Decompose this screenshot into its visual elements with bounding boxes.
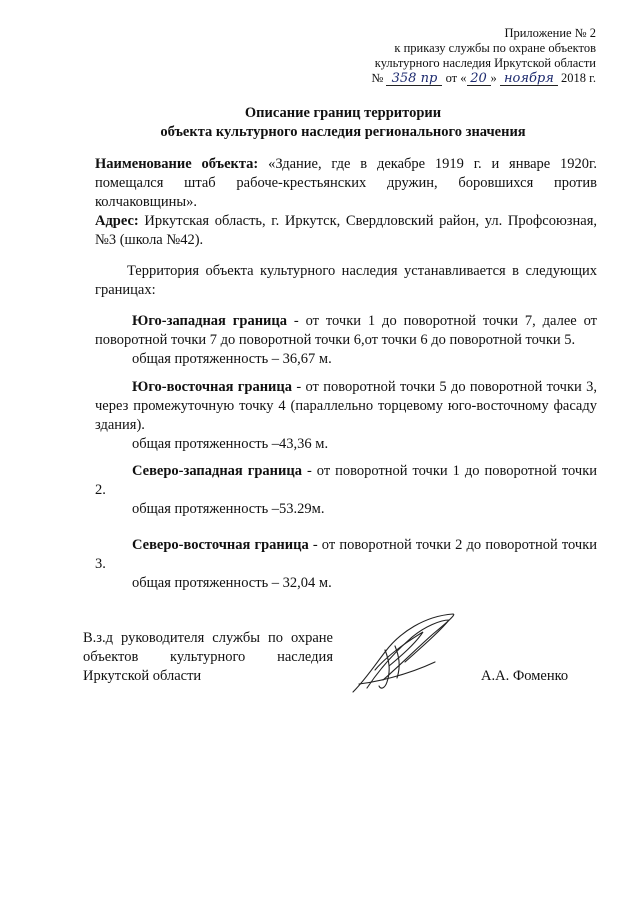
border-text: - от поворотной точки 1 до поворотной точки 2. (95, 463, 597, 498)
from-word: от « (445, 71, 467, 85)
address-paragraph (95, 212, 597, 250)
title-line-2: объекта культурного наследия регионального значения (160, 124, 526, 140)
month-field (500, 72, 558, 86)
appendix-order-line: к приказу службы по охране объектов (394, 41, 596, 55)
document-title (95, 104, 591, 142)
order-year: 2018 г. (561, 71, 596, 85)
appendix-number-line (266, 71, 596, 86)
order-number-field (386, 72, 442, 86)
border-label: Северо-восточная граница (132, 537, 309, 553)
order-month: ноября (503, 71, 554, 86)
border-text: - от поворотной точки 5 до поворотной точки 3, через промежуточную точку 4 (параллельно торцевому юго-восточному фасаду здания). (95, 379, 597, 433)
border-length: общая протяженность – 36,67 м. (132, 351, 332, 367)
appendix-org-line: культурного наследия Иркутской области (374, 56, 596, 70)
address-value: Иркутская область, г. Иркутск, Свердловский район, ул. Профсоюзная, №3 (школа №42). (95, 213, 597, 248)
border-text: - от поворотной точки 2 до поворотной точки 3. (95, 537, 597, 572)
border-block-4 (95, 536, 597, 593)
appendix-header (266, 26, 596, 86)
handwritten-signature (345, 610, 465, 700)
border-text: - от точки 1 до поворотной точки 7, далее от поворотной точки 7 до поворотной точки 6,от точки 6 до поворотной точки 5. (95, 313, 597, 348)
day-field (467, 72, 491, 86)
border-label: Юго-западная граница (132, 313, 288, 329)
border-length: общая протяженность – 32,04 м. (132, 575, 332, 591)
object-name-paragraph (95, 155, 597, 212)
border-description (95, 462, 597, 500)
appendix-title: Приложение № 2 (504, 26, 596, 40)
order-number: 358 пр (391, 71, 438, 86)
object-name-value: «Здание, где в декабре 1919 г. и январе 1920г. помещался штаб рабоче-крестьянских дружин, боровшихся против колчаковщины». (95, 156, 597, 210)
intro-text: Территория объекта культурного наследия устанавливается в следующих границах: (95, 263, 597, 298)
border-description (95, 378, 597, 435)
border-block-2 (95, 378, 597, 454)
signer-position-text: В.з.д руководителя службы по охране объектов культурного наследия Иркутской области (83, 630, 333, 684)
intro-paragraph (95, 262, 597, 300)
order-day: 20 (470, 71, 487, 86)
signer-position (83, 629, 333, 686)
border-description (95, 536, 597, 574)
border-block-1 (95, 312, 597, 369)
signer-name: А.А. Фоменко (481, 668, 569, 684)
border-length: общая протяженность –43,36 м. (132, 436, 329, 452)
border-description (95, 312, 597, 350)
address-label: Адрес: (95, 213, 139, 229)
title-line-1: Описание границ территории (244, 105, 442, 121)
number-prefix: № (371, 71, 384, 85)
border-label: Северо-западная граница (132, 463, 302, 479)
object-name-label: Наименование объекта: (95, 156, 259, 172)
border-block-3 (95, 462, 597, 519)
border-label: Юго-восточная граница (132, 379, 293, 395)
border-length: общая протяженность –53.29м. (132, 501, 325, 517)
day-close-quote: » (490, 71, 497, 85)
